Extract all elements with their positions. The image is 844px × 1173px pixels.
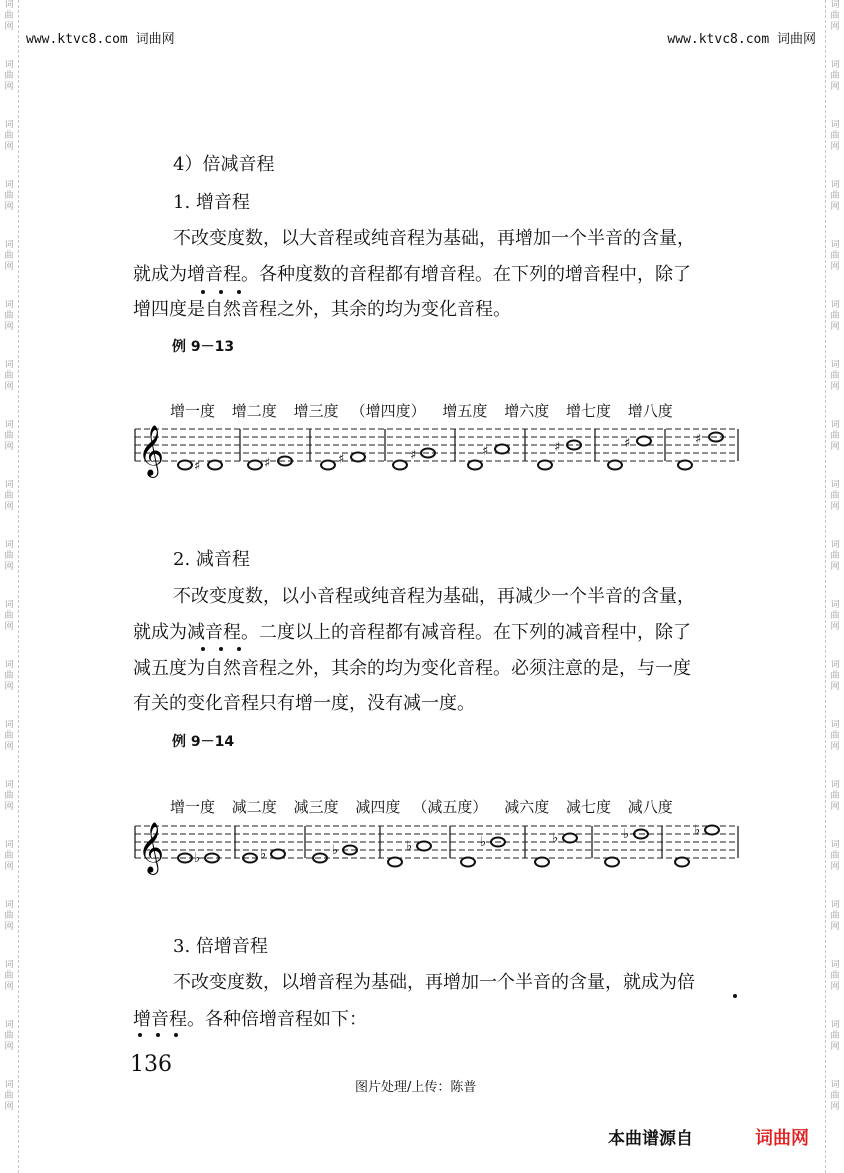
section-1-paragraph-line-1: 不改变度数，以大音程或纯音程为基础，再增加一个半音的含量，: [173, 228, 695, 249]
section-3-paragraph-line-1: 不改变度数，以增音程为基础，再增加一个半音的含量，就成为倍: [173, 972, 695, 993]
watermark-text: 词 曲 网: [830, 600, 840, 632]
watermark-text: 词 曲 网: [4, 1020, 14, 1052]
example-9-13-label: 例 9－13: [172, 339, 235, 355]
watermark-text: 词 曲 网: [4, 0, 14, 32]
header-url-right[interactable]: www.ktvc8.com 词曲网: [667, 32, 816, 47]
interval-label: 增二度: [231, 402, 277, 420]
interval-label: 减八度: [627, 798, 673, 816]
emphasis-dot: [156, 1033, 160, 1037]
section-2-title: 2. 减音程: [173, 549, 250, 570]
svg-text:♯: ♯: [482, 444, 489, 459]
example-9-14-label: 例 9－14: [172, 734, 235, 750]
section-2-paragraph-line-3: 减五度为自然音程之外，其余的均为变化音程。必须注意的是，与一度: [133, 658, 691, 679]
interval-label: （减五度）: [412, 798, 488, 816]
svg-text:♭: ♭: [260, 847, 267, 862]
treble-clef-icon: 𝄞: [138, 425, 165, 476]
watermark-text: 词 曲 网: [830, 240, 840, 272]
svg-text:♭: ♭: [480, 835, 487, 850]
watermark-text: 词 曲 网: [830, 360, 840, 392]
interval-label: 增三度: [293, 402, 339, 420]
section-1-paragraph-line-2: 就成为增音程。各种度数的音程都有增音程。在下列的增音程中，除了: [133, 264, 691, 285]
svg-text:♯: ♯: [624, 436, 631, 451]
interval-label: 增七度: [566, 402, 612, 420]
upload-credit: 图片处理/上传：陈普: [355, 1080, 477, 1095]
interval-label: （增四度）: [350, 402, 426, 420]
interval-label: 减七度: [566, 798, 612, 816]
svg-text:♭: ♭: [694, 823, 701, 838]
watermark-text: 词 曲 网: [4, 780, 14, 812]
svg-text:♯: ♯: [338, 452, 345, 467]
right-watermark-strip: [825, 0, 844, 1173]
emphasis-dot: [138, 1033, 142, 1037]
watermark-text: 词 曲 网: [4, 540, 14, 572]
watermark-text: 词 曲 网: [4, 240, 14, 272]
emphasis-dot: [237, 647, 241, 651]
watermark-text: 词 曲 网: [4, 840, 14, 872]
interval-label: 增一度: [170, 798, 216, 816]
watermark-text: 词 曲 网: [830, 0, 840, 32]
watermark-text: 词 曲 网: [830, 480, 840, 512]
interval-label: 减六度: [504, 798, 550, 816]
treble-clef-icon: 𝄞: [138, 822, 165, 873]
watermark-text: 词 曲 网: [4, 120, 14, 152]
watermark-text: 词 曲 网: [830, 1080, 840, 1112]
watermark-text: 词 曲 网: [830, 180, 840, 212]
interval-label: 增六度: [504, 402, 550, 420]
watermark-text: 词 曲 网: [830, 900, 840, 932]
svg-text:♯: ♯: [194, 459, 201, 474]
section-4-title: 4）倍减音程: [173, 154, 275, 175]
watermark-text: 词 曲 网: [4, 360, 14, 392]
svg-text:♭: ♭: [332, 843, 339, 858]
watermark-text: 词 曲 网: [4, 60, 14, 92]
interval-label: 增一度: [170, 402, 216, 420]
watermark-text: 词 曲 网: [4, 180, 14, 212]
svg-text:♭: ♭: [623, 827, 630, 842]
left-watermark-strip: [0, 0, 19, 1173]
section-3-title: 3. 倍增音程: [173, 936, 268, 957]
watermark-text: 词 曲 网: [4, 300, 14, 332]
emphasis-dot: [174, 1033, 178, 1037]
watermark-text: 词 曲 网: [830, 60, 840, 92]
emphasis-dot: [219, 290, 223, 294]
svg-text:♯: ♯: [264, 456, 271, 471]
watermark-text: 词 曲 网: [4, 720, 14, 752]
svg-text:♭: ♭: [552, 831, 559, 846]
emphasis-dot: [201, 290, 205, 294]
section-3-paragraph-line-2: 增音程。各种倍增音程如下：: [133, 1009, 367, 1030]
watermark-text: 词 曲 网: [4, 420, 14, 452]
section-1-paragraph-line-3: 增四度是自然音程之外，其余的均为变化音程。: [133, 299, 511, 320]
watermark-text: 词 曲 网: [4, 480, 14, 512]
interval-label: 减四度: [355, 798, 401, 816]
watermark-text: 词 曲 网: [830, 840, 840, 872]
emphasis-dot: [219, 647, 223, 651]
watermark-text: 词 曲 网: [830, 420, 840, 452]
svg-text:♯: ♯: [554, 440, 561, 455]
interval-label: 减三度: [293, 798, 339, 816]
watermark-text: 词 曲 网: [4, 960, 14, 992]
section-2-paragraph-line-4: 有关的变化音程只有增一度，没有减一度。: [133, 693, 475, 714]
watermark-text: 词 曲 网: [4, 600, 14, 632]
section-1-title: 1. 增音程: [173, 192, 250, 213]
header-url-left[interactable]: www.ktvc8.com 词曲网: [26, 32, 175, 47]
svg-text:♯: ♯: [410, 448, 417, 463]
emphasis-dot: [201, 647, 205, 651]
watermark-text: 词 曲 网: [830, 120, 840, 152]
interval-label: 减二度: [231, 798, 277, 816]
watermark-text: 词 曲 网: [830, 300, 840, 332]
svg-text:♭: ♭: [194, 851, 201, 866]
emphasis-dot: [237, 290, 241, 294]
watermark-text: 词 曲 网: [830, 780, 840, 812]
section-2-paragraph-line-1: 不改变度数，以小音程或纯音程为基础，再减少一个半音的含量，: [173, 586, 695, 607]
interval-label: 增八度: [627, 402, 673, 420]
page-number: 136: [130, 1052, 172, 1077]
source-label: 本曲谱源自: [608, 1129, 693, 1149]
svg-text:♭: ♭: [406, 839, 413, 854]
watermark-text: 词 曲 网: [4, 660, 14, 692]
section-2-paragraph-line-2: 就成为减音程。二度以上的音程都有减音程。在下列的减音程中，除了: [133, 622, 691, 643]
watermark-text: 词 曲 网: [830, 540, 840, 572]
watermark-text: 词 曲 网: [830, 720, 840, 752]
watermark-text: 词 曲 网: [4, 1080, 14, 1112]
interval-label: 增五度: [442, 402, 488, 420]
source-site-link[interactable]: 词曲网: [755, 1128, 809, 1149]
music-staff-example-9-13: [130, 415, 740, 505]
watermark-text: 词 曲 网: [830, 960, 840, 992]
watermark-text: 词 曲 网: [830, 660, 840, 692]
svg-text:♯: ♯: [695, 432, 702, 447]
music-staff-example-9-14: [130, 812, 740, 902]
emphasis-dot: [733, 994, 737, 998]
watermark-text: 词 曲 网: [4, 900, 14, 932]
watermark-text: 词 曲 网: [830, 1020, 840, 1052]
